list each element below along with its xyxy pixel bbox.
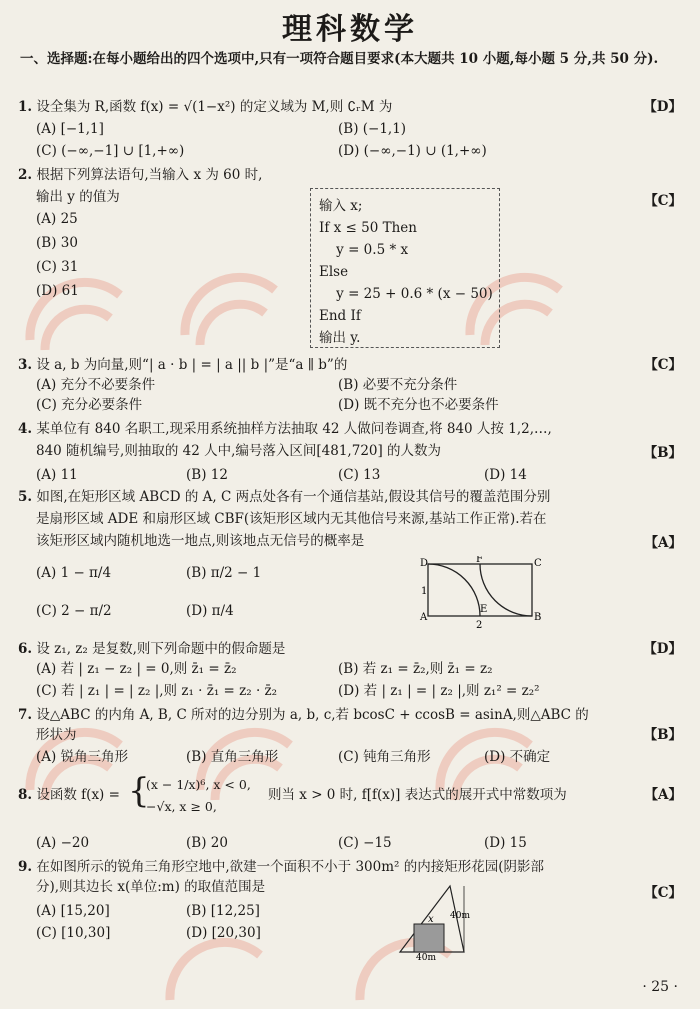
fig9-label-x: x [428,914,434,925]
question-number: 4. [18,421,33,437]
option-b: (B) 若 z₁ = z̄₂,则 z̄₁ = z₂ [338,661,493,677]
fig5-label-e: E [480,604,488,615]
question-4 [18,420,682,483]
option-b: (B) 直角三角形 [186,749,279,765]
question-stem-line2: 是扇形区域 ADE 和扇形区域 CBF(该矩形区域内无其他信号来源,基站工作正常).若在 [36,511,547,527]
code-line: Else [319,264,349,280]
option-a: (A) [−1,1] [36,121,104,137]
code-line: 输入 x; [319,198,363,214]
question-stem-line2: 则当 x > 0 时, f[f(x)] 表达式的展开式中常数项为 [268,787,567,803]
question-5 [18,488,682,619]
question-number: 8. [18,787,33,803]
option-a: (A) 25 [36,211,78,227]
fig5-label-a: A [420,612,428,623]
fig5-label-c: C [534,558,542,569]
question-stem-line3: 该矩形区域内随机地选一地点,则该地点无信号的概率是 [36,533,365,549]
answer-badge: 【D】 [643,99,682,115]
question-7 [18,706,682,765]
option-b: (B) (−1,1) [338,121,407,137]
answer-badge: 【D】 [643,641,682,657]
answer-badge: 【A】 [644,787,682,803]
option-b: (B) 20 [186,835,228,851]
fig5-label-d: D [420,558,429,569]
code-line: y = 0.5 * x [319,242,409,258]
question-number: 9. [18,859,33,875]
piecewise-case-1: (x − 1/x)⁶, x < 0, [146,777,251,792]
fig5-label-f: F [476,556,483,565]
rectangle-figure [418,556,548,632]
option-b: (B) [12,25] [186,903,260,919]
option-c: (C) 2 − π/2 [36,603,112,619]
option-a: (A) −20 [36,835,90,851]
question-stem: 设全集为 R,函数 f(x) = √(1−x²) 的定义域为 M,则 ∁ᵣM 为 [36,99,393,115]
option-d: (D) 若 | z₁ | = | z₂ |,则 z₁² = z₂² [338,683,540,699]
option-c: (C) 若 | z₁ | = | z₂ |,则 z₁ · z̄₁ = z₂ · z̄₂ [36,683,278,699]
option-a: (A) 若 | z₁ − z₂ | = 0,则 z̄₁ = z̄₂ [36,661,237,677]
question-stem: 某单位有 840 名职工,现采用系统抽样方法抽取 42 人做问卷调查,将 840 人按 1,2,…, [36,421,552,437]
question-number: 6. [18,641,33,657]
option-c: (C) −15 [338,835,392,851]
question-stem-line2: 分),则其边长 x(单位:m) 的取值范围是 [36,879,266,895]
question-1 [18,98,682,159]
fig5-label-b: B [534,612,542,623]
option-d: (D) 15 [484,835,527,851]
option-b: (B) 30 [36,235,78,251]
option-a: (A) 11 [36,467,78,483]
option-b: (B) 必要不充分条件 [338,377,458,393]
answer-badge: 【C】 [644,357,682,373]
question-stem: 根据下列算法语句,当输入 x 为 60 时, [36,167,263,183]
answer-badge: 【B】 [643,727,682,743]
code-line: y = 25 + 0.6 * (x − 50) [319,286,493,302]
page-title: 理科数学 [282,12,418,47]
option-d: (D) [20,30] [186,925,261,941]
question-stem: 如图,在矩形区域 ABCD 的 A, C 两点处各有一个通信基站,假设其信号的覆盖范围分别 [36,489,551,505]
fig9-label-base: 40m [416,953,436,960]
fig5-label-bottom: 2 [476,620,483,631]
section-header: 一、选择题:在每小题给出的四个选项中,只有一项符合题目要求(本大题共 10 小题,每小题 5 分,共 50 分). [20,51,659,67]
question-stem-line2: 输出 y 的值为 [36,189,120,205]
algorithm-box [310,188,500,348]
question-stem: 在如图所示的锐角三角形空地中,欲建一个面积不小于 300m² 的内接矩形花园(阴影部 [36,859,545,875]
question-stem: 设函数 f(x) = [36,787,120,803]
option-d: (D) 61 [36,283,79,299]
option-a: (A) 1 − π/4 [36,565,112,581]
option-d: (D) 既不充分也不必要条件 [338,397,499,413]
code-line: 输出 y. [319,330,361,346]
answer-badge: 【B】 [643,445,682,461]
option-c: (C) [10,30] [36,925,111,941]
option-c: (C) (−∞,−1] ∪ [1,+∞) [36,143,185,159]
option-b: (B) 12 [186,467,228,483]
option-c: (C) 充分必要条件 [36,397,143,413]
answer-badge: 【C】 [644,885,682,901]
answer-badge: 【A】 [644,535,682,551]
question-stem-line2: 形状为 [36,727,77,743]
fig9-label-height: 40m [450,911,470,921]
option-a: (A) 充分不必要条件 [36,377,156,393]
option-a: (A) 锐角三角形 [36,749,129,765]
code-line: If x ≤ 50 Then [319,220,417,236]
question-stem: 设 z₁, z₂ 是复数,则下列命题中的假命题是 [36,641,286,657]
option-b: (B) π/2 − 1 [186,565,262,581]
option-a: (A) [15,20] [36,903,110,919]
question-8 [18,771,682,851]
option-c: (C) 31 [36,259,79,275]
question-number: 7. [18,707,33,723]
question-3 [18,356,682,413]
option-d: (D) π/4 [186,603,234,619]
option-d: (D) 不确定 [484,749,551,765]
code-line: End If [319,308,361,324]
triangle-figure [390,880,480,960]
page-number: · 25 · [642,979,678,995]
question-number: 5. [18,489,33,505]
question-number: 3. [18,357,33,373]
answer-badge: 【C】 [644,193,682,209]
option-c: (C) 13 [338,467,381,483]
question-stem-line2: 840 随机编号,则抽取的 42 人中,编号落入区间[481,720] 的人数为 [36,443,442,459]
piecewise-case-2: −√x, x ≥ 0, [146,799,217,814]
question-number: 2. [18,167,33,183]
option-d: (D) (−∞,−1) ∪ (1,+∞) [338,143,487,159]
question-6 [18,640,682,699]
option-c: (C) 钝角三角形 [338,749,431,765]
option-d: (D) 14 [484,467,527,483]
question-stem: 设 a, b 为向量,则“| a · b | = | a || b |”是“a ∥ b”的 [36,357,348,373]
fig5-label-side: 1 [421,586,428,597]
brace-symbol: { [128,771,150,811]
question-number: 1. [18,99,33,115]
question-stem: 设△ABC 的内角 A, B, C 所对的边分别为 a, b, c,若 bcosC + ccosB = asinA,则△ABC 的 [36,707,589,723]
